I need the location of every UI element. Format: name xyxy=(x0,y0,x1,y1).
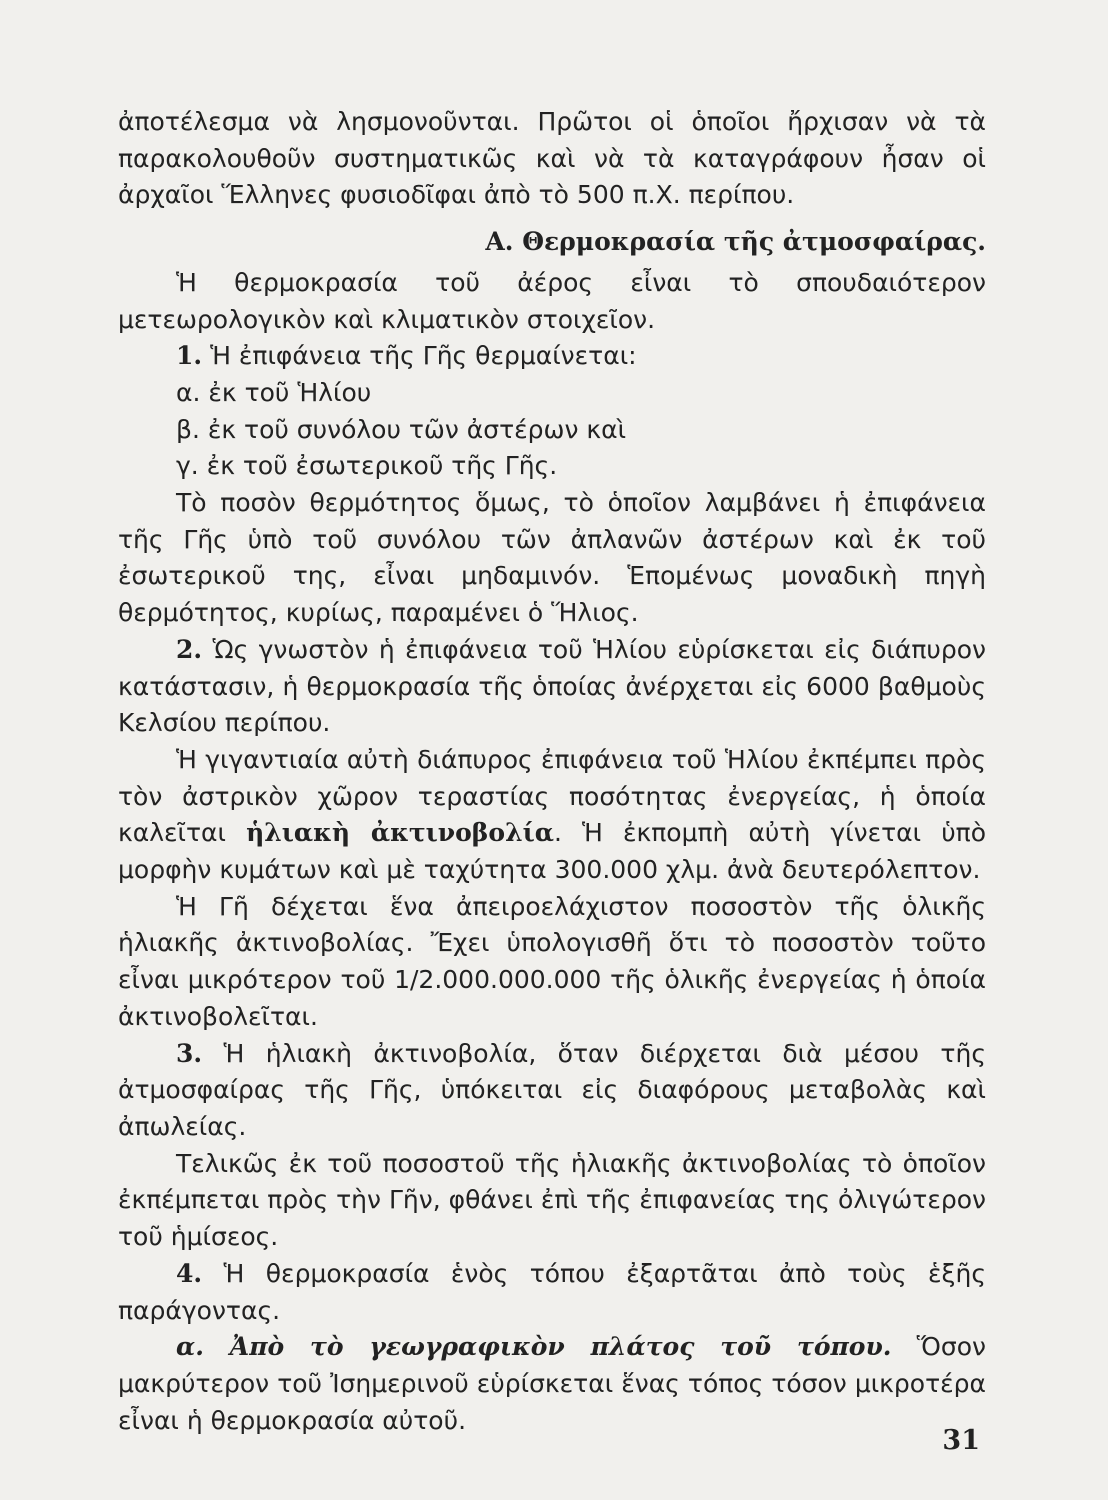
list-item-a: α. ἐκ τοῦ Ἡλίου xyxy=(176,377,372,407)
paragraph-giant xyxy=(118,742,986,889)
paragraph-heat: Τὸ ποσὸν θερμότητος ὅμως, τὸ ὁποῖον λαμβάνει ἡ ἐπιφάνεια τῆς Γῆς ὑπὸ τοῦ συνόλου τῶν ἀπλανῶν ἀστέρων καὶ ἐκ τοῦ ἐσωτερικοῦ της, εἶναι μηδαμινόν. Ἑπομένως μοναδικὴ πηγὴ θερμότητος, κυρίως, παραμένει ὁ Ἥλιος. xyxy=(118,488,986,628)
item-3-number: 3. xyxy=(176,1038,203,1068)
item-4-number: 4. xyxy=(176,1258,203,1288)
paragraph-giant-part2: . Ἡ ἐκπομπὴ αὐτὴ γίνεται ὑπὸ μορφὴν κυμάτων καὶ μὲ ταχύτητα 300.000 χλμ. ἀνὰ δευτερόλεπτον. xyxy=(118,818,987,885)
paragraph-final: Τελικῶς ἐκ τοῦ ποσοστοῦ τῆς ἡλιακῆς ἀκτινοβολίας τὸ ὁποῖον ἐκπέμπεται πρὸς τὴν Γῆν, φθάνει ἐπὶ τῆς ἐπιφανείας της ὀλιγώτερον τοῦ ἡμίσεος. xyxy=(118,1148,986,1252)
list-item-b: β. ἐκ τοῦ συνόλου τῶν ἀστέρων καὶ xyxy=(176,414,627,444)
latitude-label: α. Ἀπὸ τὸ γεωγραφικὸν πλάτος τοῦ τόπου. xyxy=(176,1332,892,1362)
paragraph-earth: Ἡ Γῆ δέχεται ἕνα ἀπειροελάχιστον ποσοστὸν τῆς ὁλικῆς ἡλιακῆς ἀκτινοβολίας. Ἔχει ὑπολογισθῆ ὅτι τὸ ποσοστὸν τοῦτο εἶναι μικρότερον τοῦ 1/2.000.000.000 τῆς ὁλικῆς ἐνεργείας ἡ ὁποία ἀκτινοβολεῖται. xyxy=(118,891,986,1031)
item-4-text: Ἡ θερμοκρασία ἑνὸς τόπου ἐξαρτᾶται ἀπὸ τοὺς ἑξῆς παράγοντας. xyxy=(118,1258,986,1325)
item-3-text: Ἡ ἡλιακὴ ἀκτινοβολία, ὅταν διέρχεται διὰ μέσου τῆς ἀτμοσφαίρας τῆς Γῆς, ὑπόκειται εἰς διαφόρους μεταβολὰς καὶ ἀπωλείας. xyxy=(118,1038,986,1141)
page-body xyxy=(118,104,986,1439)
page-number: 31 xyxy=(942,1425,980,1456)
item-2-number: 2. xyxy=(176,634,203,664)
item-1-number: 1. xyxy=(176,341,203,371)
latitude-text: Ὅσον μακρύτερον τοῦ Ἰσημερινοῦ εὑρίσκεται ἕνας τόπος τόσον μικροτέρα εἶναι ἡ θερμοκρασία αὐτοῦ. xyxy=(118,1332,986,1435)
item-4 xyxy=(118,1256,986,1329)
item-1 xyxy=(118,338,986,375)
solar-radiation-term: ἡλιακὴ ἀκτινοβολία xyxy=(246,818,554,848)
paragraph-latitude xyxy=(118,1329,986,1439)
item-2-text: Ὡς γνωστὸν ἡ ἐπιφάνεια τοῦ Ἡλίου εὑρίσκεται εἰς διάπυρον κατάστασιν, ἡ θερμοκρασία τῆς ὁποίας ἀνέρχεται εἰς 6000 βαθμοὺς Κελσίου περίπου. xyxy=(118,634,986,738)
section-heading: Α. Θερμοκρασία τῆς ἀτμοσφαίρας. xyxy=(485,227,986,257)
item-3 xyxy=(118,1036,986,1146)
paragraph-intro: ἀποτέλεσμα νὰ λησμονοῦνται. Πρῶτοι οἱ ὁποῖοι ἤρχισαν νὰ τὰ παρακολουθοῦν συστηματικῶς καὶ νὰ τὰ καταγράφουν ἦσαν οἱ ἀρχαῖοι Ἕλληνες φυσιοδῖφαι ἀπὸ τὸ 500 π.Χ. περίπου. xyxy=(118,107,986,210)
list-item-c: γ. ἐκ τοῦ ἐσωτερικοῦ τῆς Γῆς. xyxy=(176,451,558,481)
paragraph-temperature: Ἡ θερμοκρασία τοῦ ἀέρος εἶναι τὸ σπουδαιότερον μετεωρολογικὸν καὶ κλιματικὸν στοιχεῖον. xyxy=(118,267,986,334)
paragraph-giant-part1: Ἡ γιγαντιαία αὐτὴ διάπυρος ἐπιφάνεια τοῦ Ἡλίου ἐκπέμπει πρὸς τὸν ἀστρικὸν χῶρον τεραστίας ποσότητας ἐνεργείας, ἡ ὁποία καλεῖται xyxy=(118,744,986,848)
item-2 xyxy=(118,632,986,742)
item-1-text: Ἡ ἐπιφάνεια τῆς Γῆς θερμαίνεται: xyxy=(210,341,637,371)
